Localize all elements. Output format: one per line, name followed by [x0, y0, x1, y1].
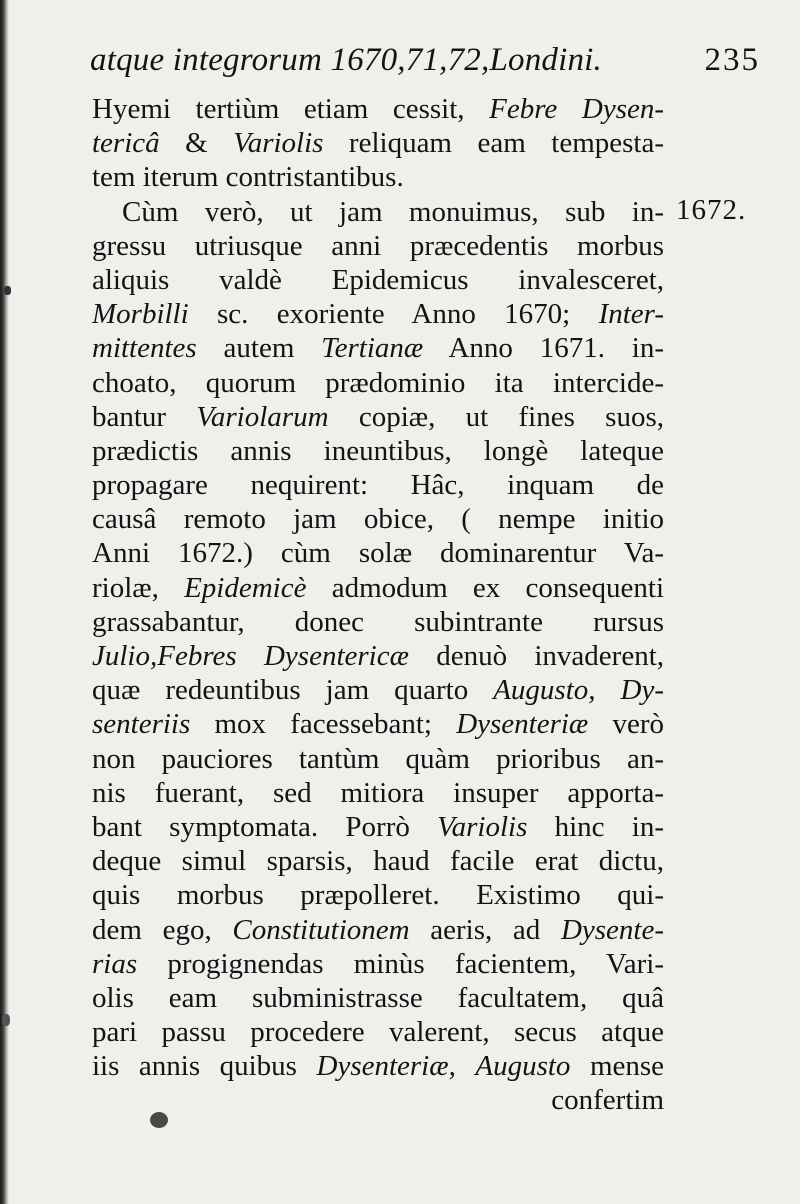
text-line: Anni 1672.) cùm solæ dominarentur Va-: [92, 537, 664, 570]
text-line: tericâ & Variolis reliquam eam tempesta-: [92, 127, 664, 160]
text-line: tem iterum contristantibus.: [92, 161, 404, 194]
ink-blot: [150, 1112, 168, 1128]
text-line: prædictis annis ineuntibus, longè lateque: [92, 434, 664, 467]
text-line: causâ remoto jam obice, ( nempe initio: [92, 503, 664, 536]
body-text: [92, 92, 664, 1118]
text-line: nis fuerant, sed mitiora insuper apporta-: [92, 776, 664, 809]
text-line: Cùm verò, ut jam monuimus, sub in-: [122, 195, 664, 228]
text-line: olis eam subministrasse facultatem, quâ: [92, 981, 664, 1014]
text-line: Hyemi tertiùm etiam cessit, Febre Dysen-: [92, 93, 664, 125]
text-line: propagare nequirent: Hâc, inquam de: [92, 469, 664, 502]
text-line: deque simul sparsis, haud facile erat dictu,: [92, 845, 664, 878]
text-line: riolæ, Epidemicè admodum ex consequenti: [92, 571, 664, 604]
text-line: choato, quorum prædominio ita intercide-: [92, 366, 664, 399]
text-line: senteriis mox facessebant; Dysenteriæ verò: [92, 708, 664, 741]
ink-speck: [2, 1014, 10, 1026]
text-line: non pauciores tantùm quàm prioribus an-: [92, 742, 664, 775]
catchword: confertim: [551, 1084, 664, 1117]
text-line: rias progignendas minùs facientem, Vari-: [92, 947, 664, 980]
text-line: grassabantur, donec subintrante rursus: [92, 605, 664, 638]
margin-note-year: 1672.: [676, 194, 747, 226]
text-line: gressu utriusque anni præcedentis morbus: [92, 229, 664, 262]
text-line: quæ redeuntibus jam quarto Augusto, Dy-: [92, 674, 664, 707]
text-line: Morbilli sc. exoriente Anno 1670; Inter-: [92, 298, 664, 331]
text-line: mittentes autem Tertianæ Anno 1671. in-: [92, 332, 664, 365]
text-line: quis morbus præpolleret. Existimo qui-: [92, 879, 664, 912]
text-line: pari passu procedere valerent, secus atque: [92, 1016, 664, 1049]
page-header: [90, 40, 760, 90]
running-head: atque integrorum 1670,71,72,Londini.: [90, 42, 602, 78]
text-line: dem ego, Constitutionem aeris, ad Dysente-: [92, 913, 664, 946]
text-line: iis annis quibus Dysenteriæ, Augusto mense: [92, 1050, 664, 1083]
text-line: aliquis valdè Epidemicus invalesceret,: [92, 263, 664, 296]
text-line: Julio,Febres Dysentericæ denuò invaderent,: [92, 640, 664, 672]
text-line: bantur Variolarum copiæ, ut fines suos,: [92, 400, 664, 433]
text-line: bant symptomata. Porrò Variolis hinc in-: [92, 810, 664, 843]
ink-speck: [4, 286, 11, 295]
page-number: 235: [704, 42, 760, 78]
